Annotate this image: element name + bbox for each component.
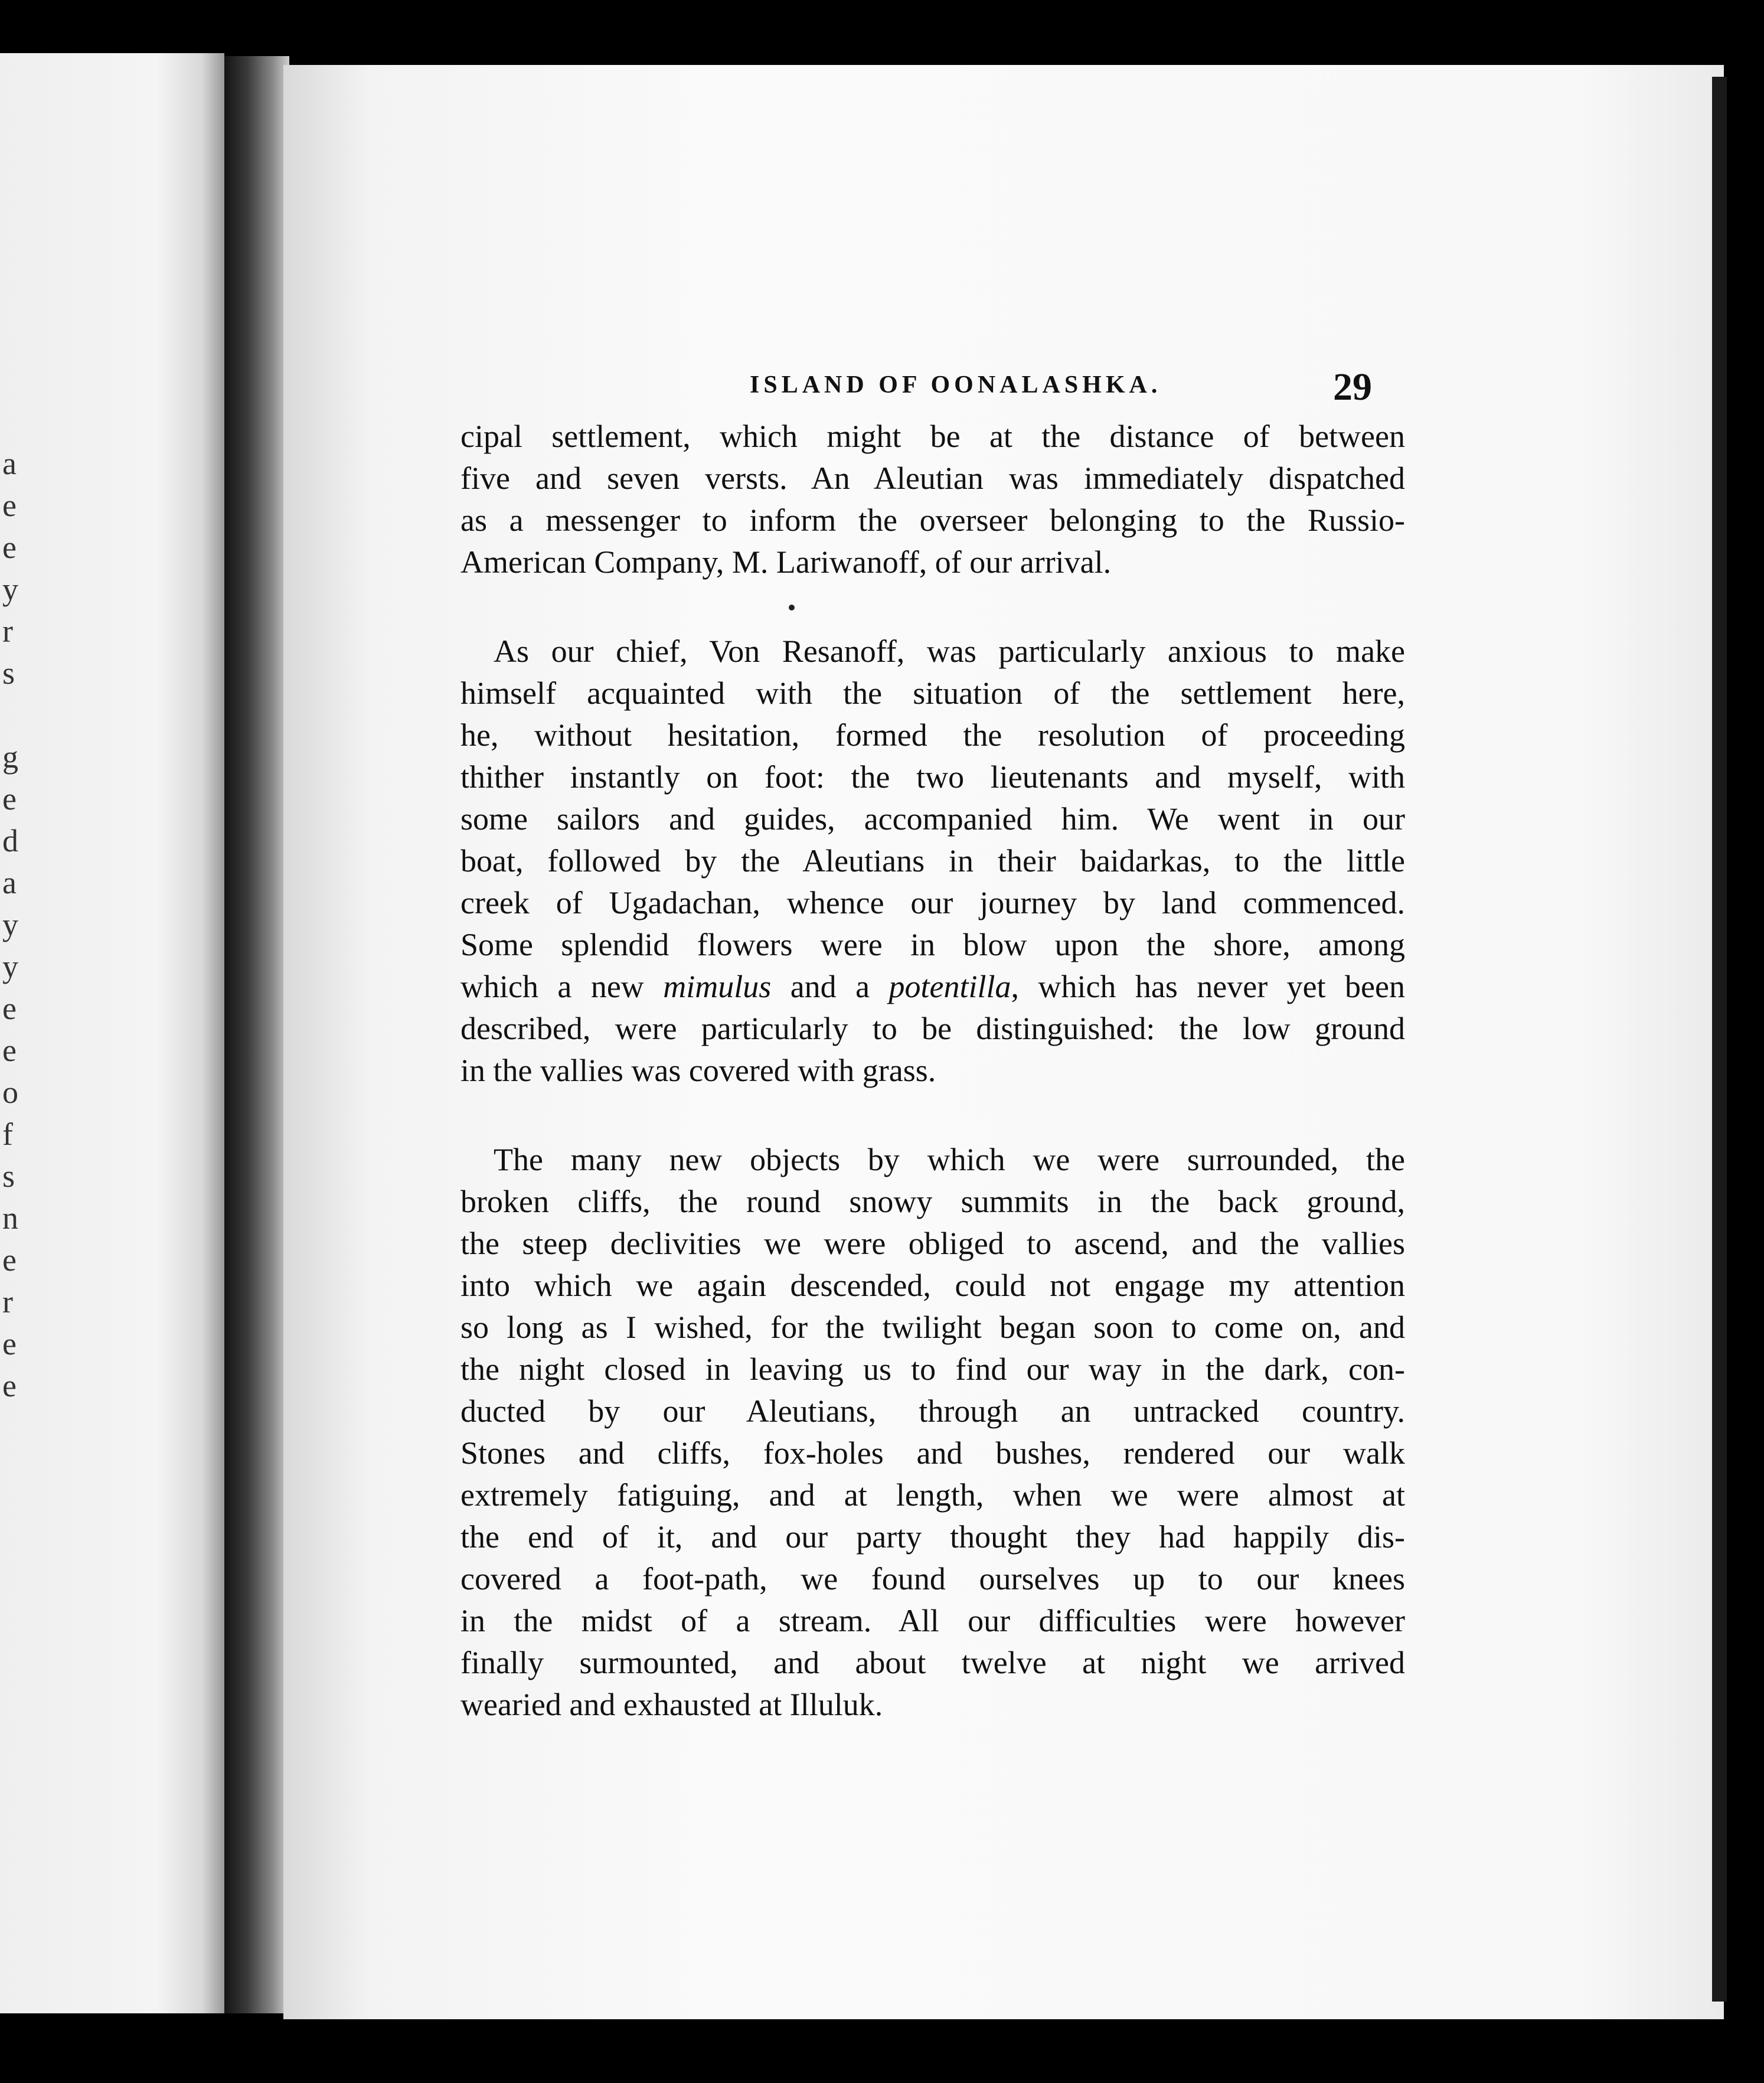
- text-line: boat, followed by the Aleutians in their baidarkas, to the little: [460, 843, 1405, 879]
- text-line: The many new objects by which we were surrounded, the: [494, 1142, 1405, 1177]
- page-number: 29: [1333, 365, 1372, 409]
- paragraph: [460, 1139, 1405, 1726]
- book-gutter-shadow: [224, 56, 289, 2013]
- cropped-letter: e: [2, 1326, 17, 1362]
- cropped-letter: o: [2, 1075, 18, 1110]
- text-line: as a messenger to inform the overseer belonging to the Russio-: [460, 502, 1405, 538]
- text-line: ducted by our Aleutians, through an untracked country.: [460, 1393, 1405, 1429]
- cropped-letter: g: [2, 739, 18, 775]
- cropped-letter: a: [2, 865, 17, 900]
- paragraph-gap: [460, 583, 1405, 631]
- cropped-letter: [0, 694, 24, 736]
- text-line: into which we again descended, could not engage my attention: [460, 1268, 1405, 1303]
- text-line: which a new mimulus and a potentilla, which has never yet been: [460, 969, 1405, 1004]
- text-line: broken cliffs, the round snowy summits in the back ground,: [460, 1184, 1405, 1219]
- left-page-fragment: [0, 53, 224, 2013]
- cropped-letter: f: [2, 1116, 13, 1152]
- cropped-letter: d: [2, 823, 18, 858]
- cropped-letter: n: [2, 1200, 18, 1236]
- text-line: so long as I wished, for the twilight began soon to come on, and: [460, 1310, 1405, 1345]
- text-line: As our chief, Von Resanoff, was particularly anxious to make: [494, 634, 1405, 669]
- text-line: the end of it, and our party thought they had happily dis-: [460, 1519, 1405, 1555]
- cropped-letter: s: [2, 1158, 15, 1194]
- text-line: described, were particularly to be distinguished: the low ground: [460, 1011, 1405, 1046]
- text-line: Stones and cliffs, fox-holes and bushes, rendered our walk: [460, 1435, 1405, 1471]
- cropped-letter: e: [2, 1033, 17, 1068]
- page-edge-shadow: [1712, 77, 1727, 2002]
- text-line: creek of Ugadachan, whence our journey by land commenced.: [460, 885, 1405, 920]
- cropped-letter: y: [2, 907, 18, 942]
- text-line: some sailors and guides, accompanied him. We went in our: [460, 801, 1405, 837]
- text-line: in the vallies was covered with grass.: [460, 1053, 936, 1088]
- text-line: the night closed in leaving us to find our way in the dark, con-: [460, 1351, 1405, 1387]
- cropped-letter: e: [2, 530, 17, 565]
- text-line: thither instantly on foot: the two lieutenants and myself, with: [460, 759, 1405, 795]
- text-line: American Company, M. Lariwanoff, of our arrival.: [460, 544, 1112, 580]
- text-line: finally surmounted, and about twelve at night we arrived: [460, 1645, 1405, 1680]
- paragraph: [460, 416, 1405, 583]
- text-line: cipal settlement, which might be at the distance of between: [460, 419, 1405, 454]
- text-line: wearied and exhausted at Illuluk.: [460, 1687, 883, 1722]
- text-line: in the midst of a stream. All our difficulties were however: [460, 1603, 1405, 1638]
- text-line: five and seven versts. An Aleutian was immediately dispatched: [460, 461, 1405, 496]
- text-line: himself acquainted with the situation of the settlement here,: [460, 675, 1405, 711]
- text-line: he, without hesitation, formed the resolution of proceeding: [460, 717, 1405, 753]
- running-head: ISLAND OF OONALASHKA.: [750, 371, 1162, 399]
- cropped-letter: y: [2, 949, 18, 984]
- text-line: extremely fatiguing, and at length, when we were almost at: [460, 1477, 1405, 1513]
- text-line: the steep declivities we were obliged to ascend, and the vallies: [460, 1226, 1405, 1261]
- cropped-letter: e: [2, 1242, 17, 1278]
- cropped-letter: a: [2, 446, 17, 481]
- paragraph-gap: [460, 1092, 1405, 1139]
- cropped-letter: e: [2, 781, 17, 817]
- left-page-cropped-letters: [0, 443, 24, 1407]
- cropped-letter: e: [2, 991, 17, 1026]
- body-text: [460, 416, 1405, 1726]
- cropped-letter: y: [2, 572, 18, 607]
- cropped-letter: r: [2, 613, 13, 649]
- cropped-letter: e: [2, 1368, 17, 1403]
- text-line: Some splendid flowers were in blow upon the shore, among: [460, 927, 1405, 962]
- cropped-letter: e: [2, 488, 17, 523]
- paragraph: [460, 631, 1405, 1092]
- cropped-letter: r: [2, 1284, 13, 1320]
- text-line: covered a foot-path, we found ourselves up to our knees: [460, 1561, 1405, 1596]
- cropped-letter: s: [2, 655, 15, 691]
